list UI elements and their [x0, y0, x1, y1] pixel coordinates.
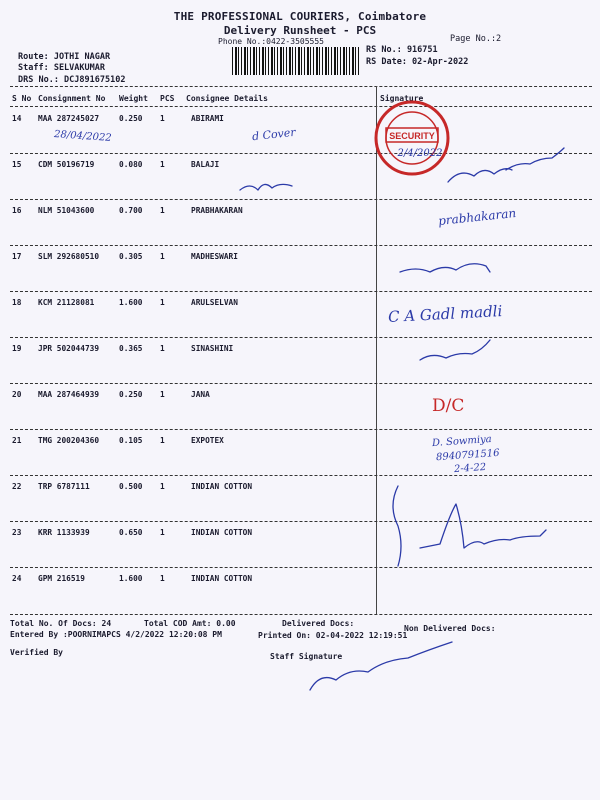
row-weight: 0.650 — [119, 528, 143, 537]
row-pcs: 1 — [160, 298, 165, 307]
col-consignment: Consignment No — [38, 94, 106, 103]
row-cons: MAA 287464939 — [38, 390, 100, 399]
row-cons: CDM 50196719 — [38, 160, 95, 169]
row-cons: GPM 216519 — [38, 574, 85, 583]
drs-number: DRS No.: DCJ891675102 — [18, 75, 126, 85]
entered-by: Entered By :POORNIMAPCS 4/2/2022 12:20:08 PM — [10, 630, 222, 639]
row15-signature-scribble — [240, 184, 292, 190]
printed-on: Printed On: 02-04-2022 12:19:51 — [258, 631, 408, 640]
row-name: PRABHAKARAN — [191, 206, 243, 215]
total-docs: Total No. Of Docs: 24 — [10, 619, 112, 628]
row-sno: 21 — [12, 436, 22, 445]
row21-signature-date: 2-4-22 — [453, 461, 487, 476]
row-cons: KRR 1133939 — [38, 528, 90, 537]
row-name: INDIAN COTTON — [191, 574, 253, 583]
rs-date: RS Date: 02-Apr-2022 — [366, 57, 469, 67]
row-sno: 24 — [12, 574, 22, 583]
page-number: Page No.:2 — [450, 34, 502, 44]
company-title: THE PROFESSIONAL COURIERS, Coimbatore — [173, 10, 427, 23]
row-weight: 0.365 — [119, 344, 143, 353]
row14-signature: d Cover — [251, 125, 297, 144]
row-name: EXPOTEX — [191, 436, 224, 445]
row-cons: NLM 51043600 — [38, 206, 95, 215]
row-sno: 22 — [12, 482, 22, 491]
security-stamp — [372, 98, 452, 178]
stamp-text: SECURITY — [389, 131, 435, 141]
row-sno: 15 — [12, 160, 22, 169]
col-weight: Weight — [119, 94, 148, 103]
row-weight: 1.600 — [119, 574, 143, 583]
row-name: INDIAN COTTON — [191, 528, 253, 537]
row17-signature-scribble — [400, 264, 490, 272]
row-cons: JPR 502044739 — [38, 344, 100, 353]
row-weight: 0.105 — [119, 436, 143, 445]
row22-bracket-scribble — [393, 486, 401, 566]
staff-signature-label: Staff Signature — [270, 652, 343, 661]
row-name: JANA — [191, 390, 210, 399]
delivered-docs: Delivered Docs: — [282, 619, 355, 628]
row18-signature: C A Gadl madli — [387, 302, 503, 326]
row-pcs: 1 — [160, 114, 165, 123]
row-weight: 0.500 — [119, 482, 143, 491]
row-cons: MAA 287245027 — [38, 114, 100, 123]
phone-number: Phone No.:0422-3505555 — [218, 37, 324, 46]
row-weight: 0.080 — [119, 160, 143, 169]
row-sno: 18 — [12, 298, 22, 307]
row-sno: 20 — [12, 390, 22, 399]
route-label: Route: JOTHI NAGAR — [18, 52, 111, 62]
row-name: INDIAN COTTON — [191, 482, 253, 491]
verified-by: Verified By — [10, 648, 63, 657]
staff-label: Staff: SELVAKUMAR — [18, 63, 105, 73]
total-cod: Total COD Amt: 0.00 — [144, 619, 236, 628]
row-weight: 0.250 — [119, 390, 143, 399]
row-name: MADHESWARI — [191, 252, 238, 261]
row-sno: 14 — [12, 114, 22, 123]
row-name: ARULSELVAN — [191, 298, 238, 307]
row21-signature-phone: 8940791516 — [435, 447, 500, 464]
row-sno: 16 — [12, 206, 22, 215]
col-signature: Signature — [380, 94, 424, 103]
row-cons: TMG 200204360 — [38, 436, 100, 445]
row-weight: 0.700 — [119, 206, 143, 215]
footer-rule — [10, 614, 592, 615]
row23-signature-scribble — [420, 504, 546, 548]
row-weight: 0.250 — [119, 114, 143, 123]
staff-signature-scribble — [310, 642, 452, 690]
row-pcs: 1 — [160, 390, 165, 399]
row-name: BALAJI — [191, 160, 220, 169]
row-weight: 1.600 — [119, 298, 143, 307]
row20-signature: D/C — [432, 396, 465, 416]
row-pcs: 1 — [160, 160, 165, 169]
row-name: SINASHINI — [191, 344, 234, 353]
row-cons: KCM 21128081 — [38, 298, 95, 307]
row15-signature-right-a — [448, 169, 512, 182]
row-pcs: 1 — [160, 206, 165, 215]
row-sno: 23 — [12, 528, 22, 537]
non-delivered-docs: Non Delivered Docs: — [404, 624, 496, 633]
row16-signature: prabhakaran — [437, 205, 517, 229]
row-pcs: 1 — [160, 344, 165, 353]
document-title: Delivery Runsheet - PCS — [223, 24, 377, 37]
row-weight: 0.305 — [119, 252, 143, 261]
row-cons: TRP 6787111 — [38, 482, 90, 491]
row-cons: SLM 292680510 — [38, 252, 100, 261]
handwritten-date-note: 28/04/2022 — [53, 129, 112, 144]
rs-number: RS No.: 916751 — [366, 45, 438, 55]
row-pcs: 1 — [160, 528, 165, 537]
row15-signature-right-b — [506, 148, 564, 170]
row-name: ABIRAMI — [191, 114, 224, 123]
row-pcs: 1 — [160, 436, 165, 445]
row-pcs: 1 — [160, 482, 165, 491]
stamp-date: 2/4/2022 — [397, 148, 443, 159]
row-pcs: 1 — [160, 252, 165, 261]
col-pcs: PCS — [160, 94, 175, 103]
col-consignee: Consignee Details — [186, 94, 268, 103]
row-sno: 19 — [12, 344, 22, 353]
row21-signature-name: D. Sowmiya — [431, 433, 493, 450]
col-sno: S No — [12, 94, 32, 103]
row-pcs: 1 — [160, 574, 165, 583]
row-sno: 17 — [12, 252, 22, 261]
row19-signature-scribble — [420, 340, 490, 360]
